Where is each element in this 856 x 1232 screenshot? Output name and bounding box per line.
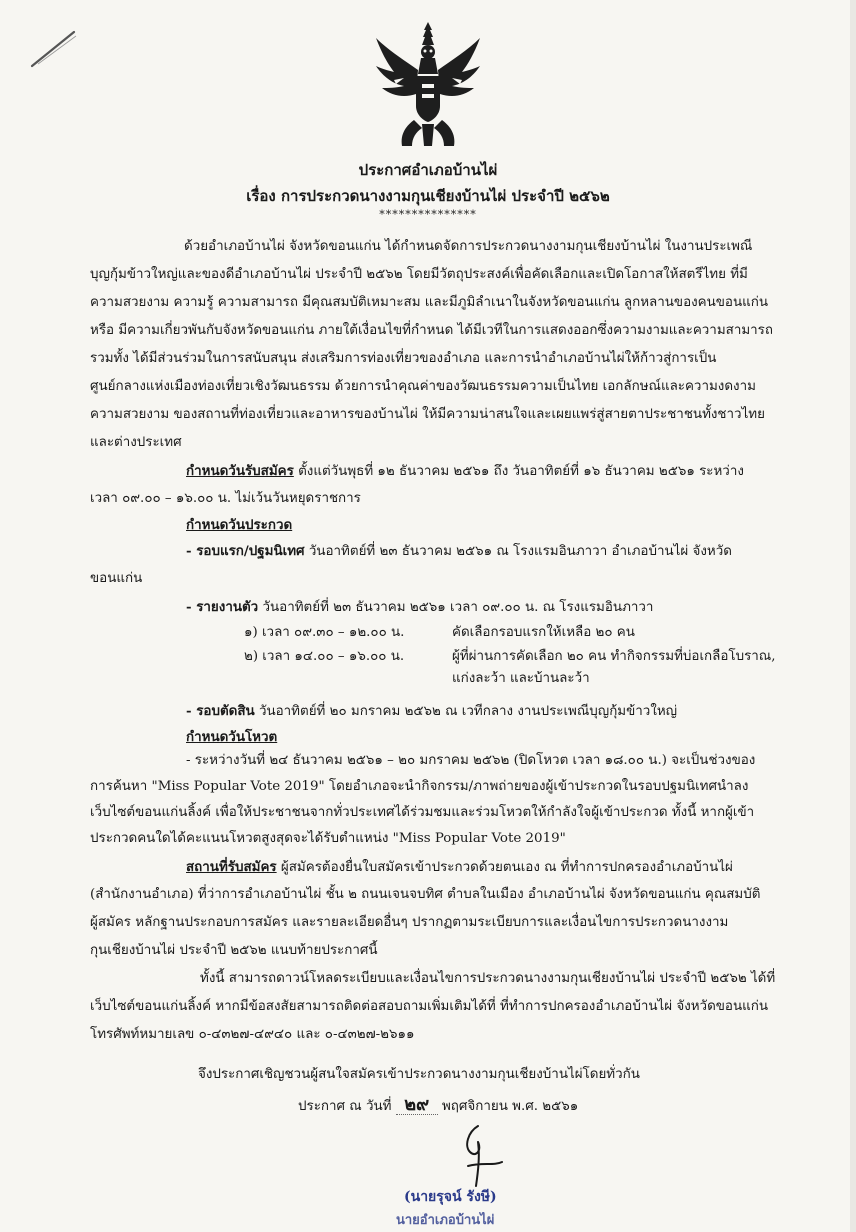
registration-dates: ตั้งแต่วันพุธที่ ๑๒ ธันวาคม ๒๕๖๑ ถึง วันอาทิตย์ที่ ๑๖ ธันวาคม ๒๕๖๑ ระหว่าง: [298, 464, 744, 479]
round1-detail: วันอาทิตย์ที่ ๒๓ ธันวาคม ๒๕๖๑ ณ โรงแรมอินภาวา อำเภอบ้านไผ่ จังหวัด: [308, 544, 732, 559]
date-day: ๒๙: [396, 1096, 438, 1115]
final-detail: วันอาทิตย์ที่ ๒๐ มกราคม ๒๕๖๒ ณ เวทีกลาง งานประเพณีบุญกุ้มข้าวใหญ่: [258, 704, 678, 719]
paragraph-line: ศูนย์กลางแห่งเมืองท่องเที่ยวเชิงวัฒนธรรม ด้วยการนำคุณค่าของวัฒนธรรมความเป็นไทย เอกลักษณ์และความงดงาม: [90, 379, 756, 394]
place-line: (สำนักงานอำเภอ) ที่ว่าการอำเภอบ้านไผ่ ชั้น ๒ ถนนเจนจบทิศ ตำบลในเมือง อำเภอบ้านไผ่ จังหวัดขอนแก่น คุณสมบัติ: [90, 887, 761, 902]
signatory-position: นายอำเภอบ้านไผ่: [396, 1213, 495, 1226]
signature-scribble: [448, 1122, 508, 1190]
place-detail: ผู้สมัครต้องยื่นใบสมัครเข้าประกวดด้วยตนเอง ณ ที่ทำการปกครองอำเภอบ้านไผ่: [280, 860, 733, 875]
schedule-2-time: ๒) เวลา ๑๔.๐๐ – ๑๖.๐๐ น.: [244, 649, 405, 664]
signatory-name: (นายรุจน์ รังษี): [404, 1189, 497, 1205]
round1-detail-cont: ขอนแก่น: [90, 571, 143, 586]
invitation-line: จึงประกาศเชิญชวนผู้สนใจสมัครเข้าประกวดนางงามกุนเชียงบ้านไผ่โดยทั่วกัน: [198, 1067, 640, 1082]
vote-line: - ระหว่างวันที่ ๒๔ ธันวาคม ๒๕๖๑ – ๒๐ มกราคม ๒๕๖๒ (ปิดโหวต เวลา ๑๘.๐๐ น.) จะเป็นช่วงของ: [186, 753, 756, 768]
registration-line: [186, 462, 744, 481]
schedule-2-desc-cont: แก่งละว้า และบ้านละว้า: [452, 671, 590, 686]
pen-stroke-mark: [30, 28, 78, 68]
place-line: [186, 858, 733, 877]
date-rest: พฤศจิกายน พ.ศ. ๒๕๖๑: [441, 1099, 579, 1114]
download-line: เว็บไซต์ขอนแก่นลิ้งค์ หากมีข้อสงสัยสามารถติดต่อสอบถามเพิ่มเติมได้ที่ ที่ทำการปกครองอำเภอบ้านไผ่ จังหวัดขอนแก่น: [90, 999, 769, 1014]
final-label: - รอบตัดสิน: [186, 703, 255, 719]
paragraph-line: ความสวยงาม ของสถานที่ท่องเที่ยวและอาหารของบ้านไผ่ ให้มีความน่าสนใจและเผยแพร่สู่สายตาประชาชนทั้งชาวไทย: [90, 407, 765, 422]
announcement-title: ประกาศอำเภอบ้านไผ่: [358, 161, 498, 179]
schedule-1-desc: คัดเลือกรอบแรกให้เหลือ ๒๐ คน: [452, 625, 635, 640]
place-line: ผู้สมัคร หลักฐานประกอบการสมัคร และรายละเอียดอื่นๆ ปรากฏตามระเบียบการและเงื่อนไขการประกวดนางงาม: [90, 915, 729, 930]
contest-dates-label: กำหนดวันประกวด: [186, 517, 293, 533]
announcement-subject: เรื่อง การประกวดนางงามกุนเชียงบ้านไผ่ ประจำปี ๒๕๖๒: [246, 187, 610, 205]
registration-time: เวลา ๐๙.๐๐ – ๑๖.๐๐ น. ไม่เว้นวันหยุดราชการ: [90, 491, 361, 506]
final-line: [186, 702, 677, 721]
round1-line: [186, 542, 732, 561]
paragraph-line: หรือ มีความเกี่ยวพันกับจังหวัดขอนแก่น ภายใต้เงื่อนไขที่กำหนด ได้มีเวทีในการแสดงออกซึ่งความงามและความสามารถ: [90, 323, 773, 338]
place-line: กุนเชียงบ้านไผ่ ประจำปี ๒๕๖๒ แนบท้ายประกาศนี้: [90, 943, 378, 958]
round1-label: - รอบแรก/ปฐมนิเทศ: [186, 543, 305, 559]
vote-line: เว็บไซต์ขอนแก่นลิ้งค์ เพื่อให้ประชาชนจากทั่วประเทศได้ร่วมชมและร่วมโหวตให้กำลังใจผู้เข้าประกวด ทั้งนี้ หากผู้เข้า: [90, 805, 755, 820]
vote-label: กำหนดวันโหวต: [186, 729, 278, 745]
paragraph-line: และต่างประเทศ: [90, 435, 182, 450]
registration-label: กำหนดวันรับสมัคร: [186, 463, 294, 479]
garuda-emblem-icon: [374, 20, 482, 152]
report-detail: วันอาทิตย์ที่ ๒๓ ธันวาคม ๒๕๖๑ เวลา ๐๙.๐๐ น. ณ โรงแรมอินภาวา: [262, 600, 654, 615]
announcement-date: [298, 1096, 578, 1116]
page-edge: [850, 0, 856, 1232]
paragraph-line: บุญกุ้มข้าวใหญ่และของดีอำเภอบ้านไผ่ ประจำปี ๒๕๖๒ โดยมีวัตถุประสงค์เพื่อคัดเลือกและเปิดโอกาสให้สตรีไทย ที่มี: [90, 267, 748, 282]
separator-stars: ***************: [379, 208, 477, 221]
report-line: [186, 598, 653, 617]
report-label: - รายงานตัว: [186, 599, 259, 615]
place-label: สถานที่รับสมัคร: [186, 859, 277, 875]
date-prefix: ประกาศ ณ วันที่: [298, 1099, 392, 1114]
paragraph-line: ด้วยอำเภอบ้านไผ่ จังหวัดขอนแก่น ได้กำหนดจัดการประกวดนางงามกุนเชียงบ้านไผ่ ในงานประเพณี: [184, 239, 753, 254]
download-line: โทรศัพท์หมายเลข ๐-๔๓๒๗-๔๙๔๐ และ ๐-๔๓๒๗-๒๖๑๑: [90, 1027, 415, 1042]
vote-line: ประกวดคนใดได้คะแนนโหวตสูงสุดจะได้รับตำแหน่ง "Miss Popular Vote 2019": [90, 831, 566, 846]
paragraph-line: ความสวยงาม ความรู้ ความสามารถ มีคุณสมบัติเหมาะสม และมีภูมิลำเนาในจังหวัดขอนแก่น ลูกหลานของคนขอนแก่น: [90, 295, 768, 310]
vote-line: การค้นหา "Miss Popular Vote 2019" โดยอำเภอจะนำกิจกรรม/ภาพถ่ายของผู้เข้าประกวดในรอบปฐมนิเทศนำลง: [90, 779, 749, 794]
schedule-2-desc: ผู้ที่ผ่านการคัดเลือก ๒๐ คน ทำกิจกรรมที่บ่อเกลือโบราณ,: [452, 649, 776, 664]
download-line: ทั้งนี้ สามารถดาวน์โหลดระเบียบและเงื่อนไขการประกวดนางงามกุนเชียงบ้านไผ่ ประจำปี ๒๕๖๒ ได้ที่: [200, 971, 776, 986]
paragraph-line: รวมทั้ง ได้มีส่วนร่วมในการสนับสนุน ส่งเสริมการท่องเที่ยวของอำเภอ และการนำอำเภอบ้านไผ่ให้ก้าวสู่การเป็น: [90, 351, 717, 366]
schedule-1-time: ๑) เวลา ๐๙.๓๐ – ๑๒.๐๐ น.: [244, 625, 405, 640]
